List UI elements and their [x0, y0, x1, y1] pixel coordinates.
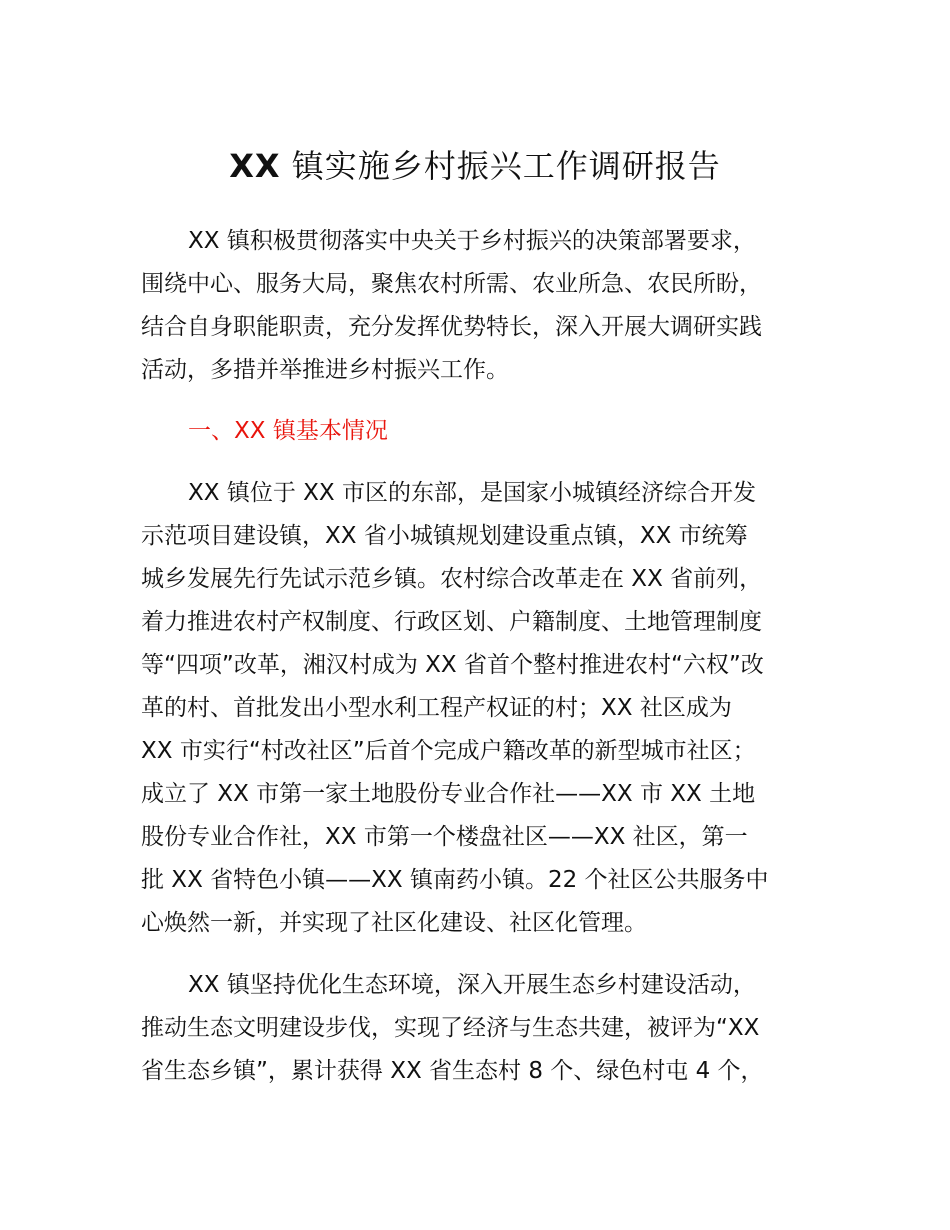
- paragraph-3-line-3: 省生态乡镇”，累计获得 XX 省生态村 8 个、绿色村屯 4 个，: [141, 1058, 764, 1084]
- paragraph-2-line-6: 革的村、首批发出小型水利工程产权证的村；XX 社区成为: [141, 695, 732, 721]
- paragraph-2-line-3: 城乡发展先行先试示范乡镇。农村综合改革走在 XX 省前列，: [141, 566, 763, 592]
- paragraph-2-line-2: 示范项目建设镇，XX 省小城镇规划建设重点镇，XX 市统筹: [141, 523, 748, 549]
- paragraph-1-line-2: 围绕中心、服务大局，聚焦农村所需、农业所急、农民所盼，: [141, 271, 762, 297]
- document-title: [0, 142, 950, 190]
- paragraph-1-line-4: 活动，多措并举推进乡村振兴工作。: [141, 357, 509, 383]
- section-heading: 一、XX 镇基本情况: [188, 418, 388, 444]
- paragraph-2-line-10: 批 XX 省特色小镇——XX 镇南药小镇。22 个社区公共服务中: [141, 867, 769, 893]
- paragraph-2-line-4: 着力推进农村产权制度、行政区划、户籍制度、土地管理制度: [141, 609, 762, 635]
- paragraph-2-line-7: XX 市实行“村改社区”后首个完成户籍改革的新型城市社区；: [141, 738, 756, 764]
- paragraph-1-line-3: 结合自身职能职责，充分发挥优势特长，深入开展大调研实践: [141, 314, 762, 340]
- paragraph-2-line-11: 心焕然一新，并实现了社区化建设、社区化管理。: [141, 910, 647, 936]
- paragraph-2-line-8: 成立了 XX 市第一家土地股份专业合作社——XX 市 XX 土地: [141, 781, 756, 807]
- title-prefix: XX: [229, 147, 281, 185]
- paragraph-2-line-5: 等“四项”改革，湘汉村成为 XX 省首个整村推进农村“六权”改: [141, 652, 764, 678]
- paragraph-1-line-1: XX 镇积极贯彻落实中央关于乡村振兴的决策部署要求，: [188, 228, 756, 254]
- title-text: 镇实施乡村振兴工作调研报告: [280, 147, 721, 185]
- paragraph-3-line-2: 推动生态文明建设步伐，实现了经济与生态共建，被评为“XX: [141, 1015, 760, 1041]
- paragraph-2-line-9: 股份专业合作社，XX 市第一个楼盘社区——XX 社区，第一: [141, 824, 748, 850]
- paragraph-3-line-1: XX 镇坚持优化生态环境，深入开展生态乡村建设活动，: [188, 972, 756, 998]
- paragraph-2-line-1: XX 镇位于 XX 市区的东部，是国家小城镇经济综合开发: [188, 480, 756, 506]
